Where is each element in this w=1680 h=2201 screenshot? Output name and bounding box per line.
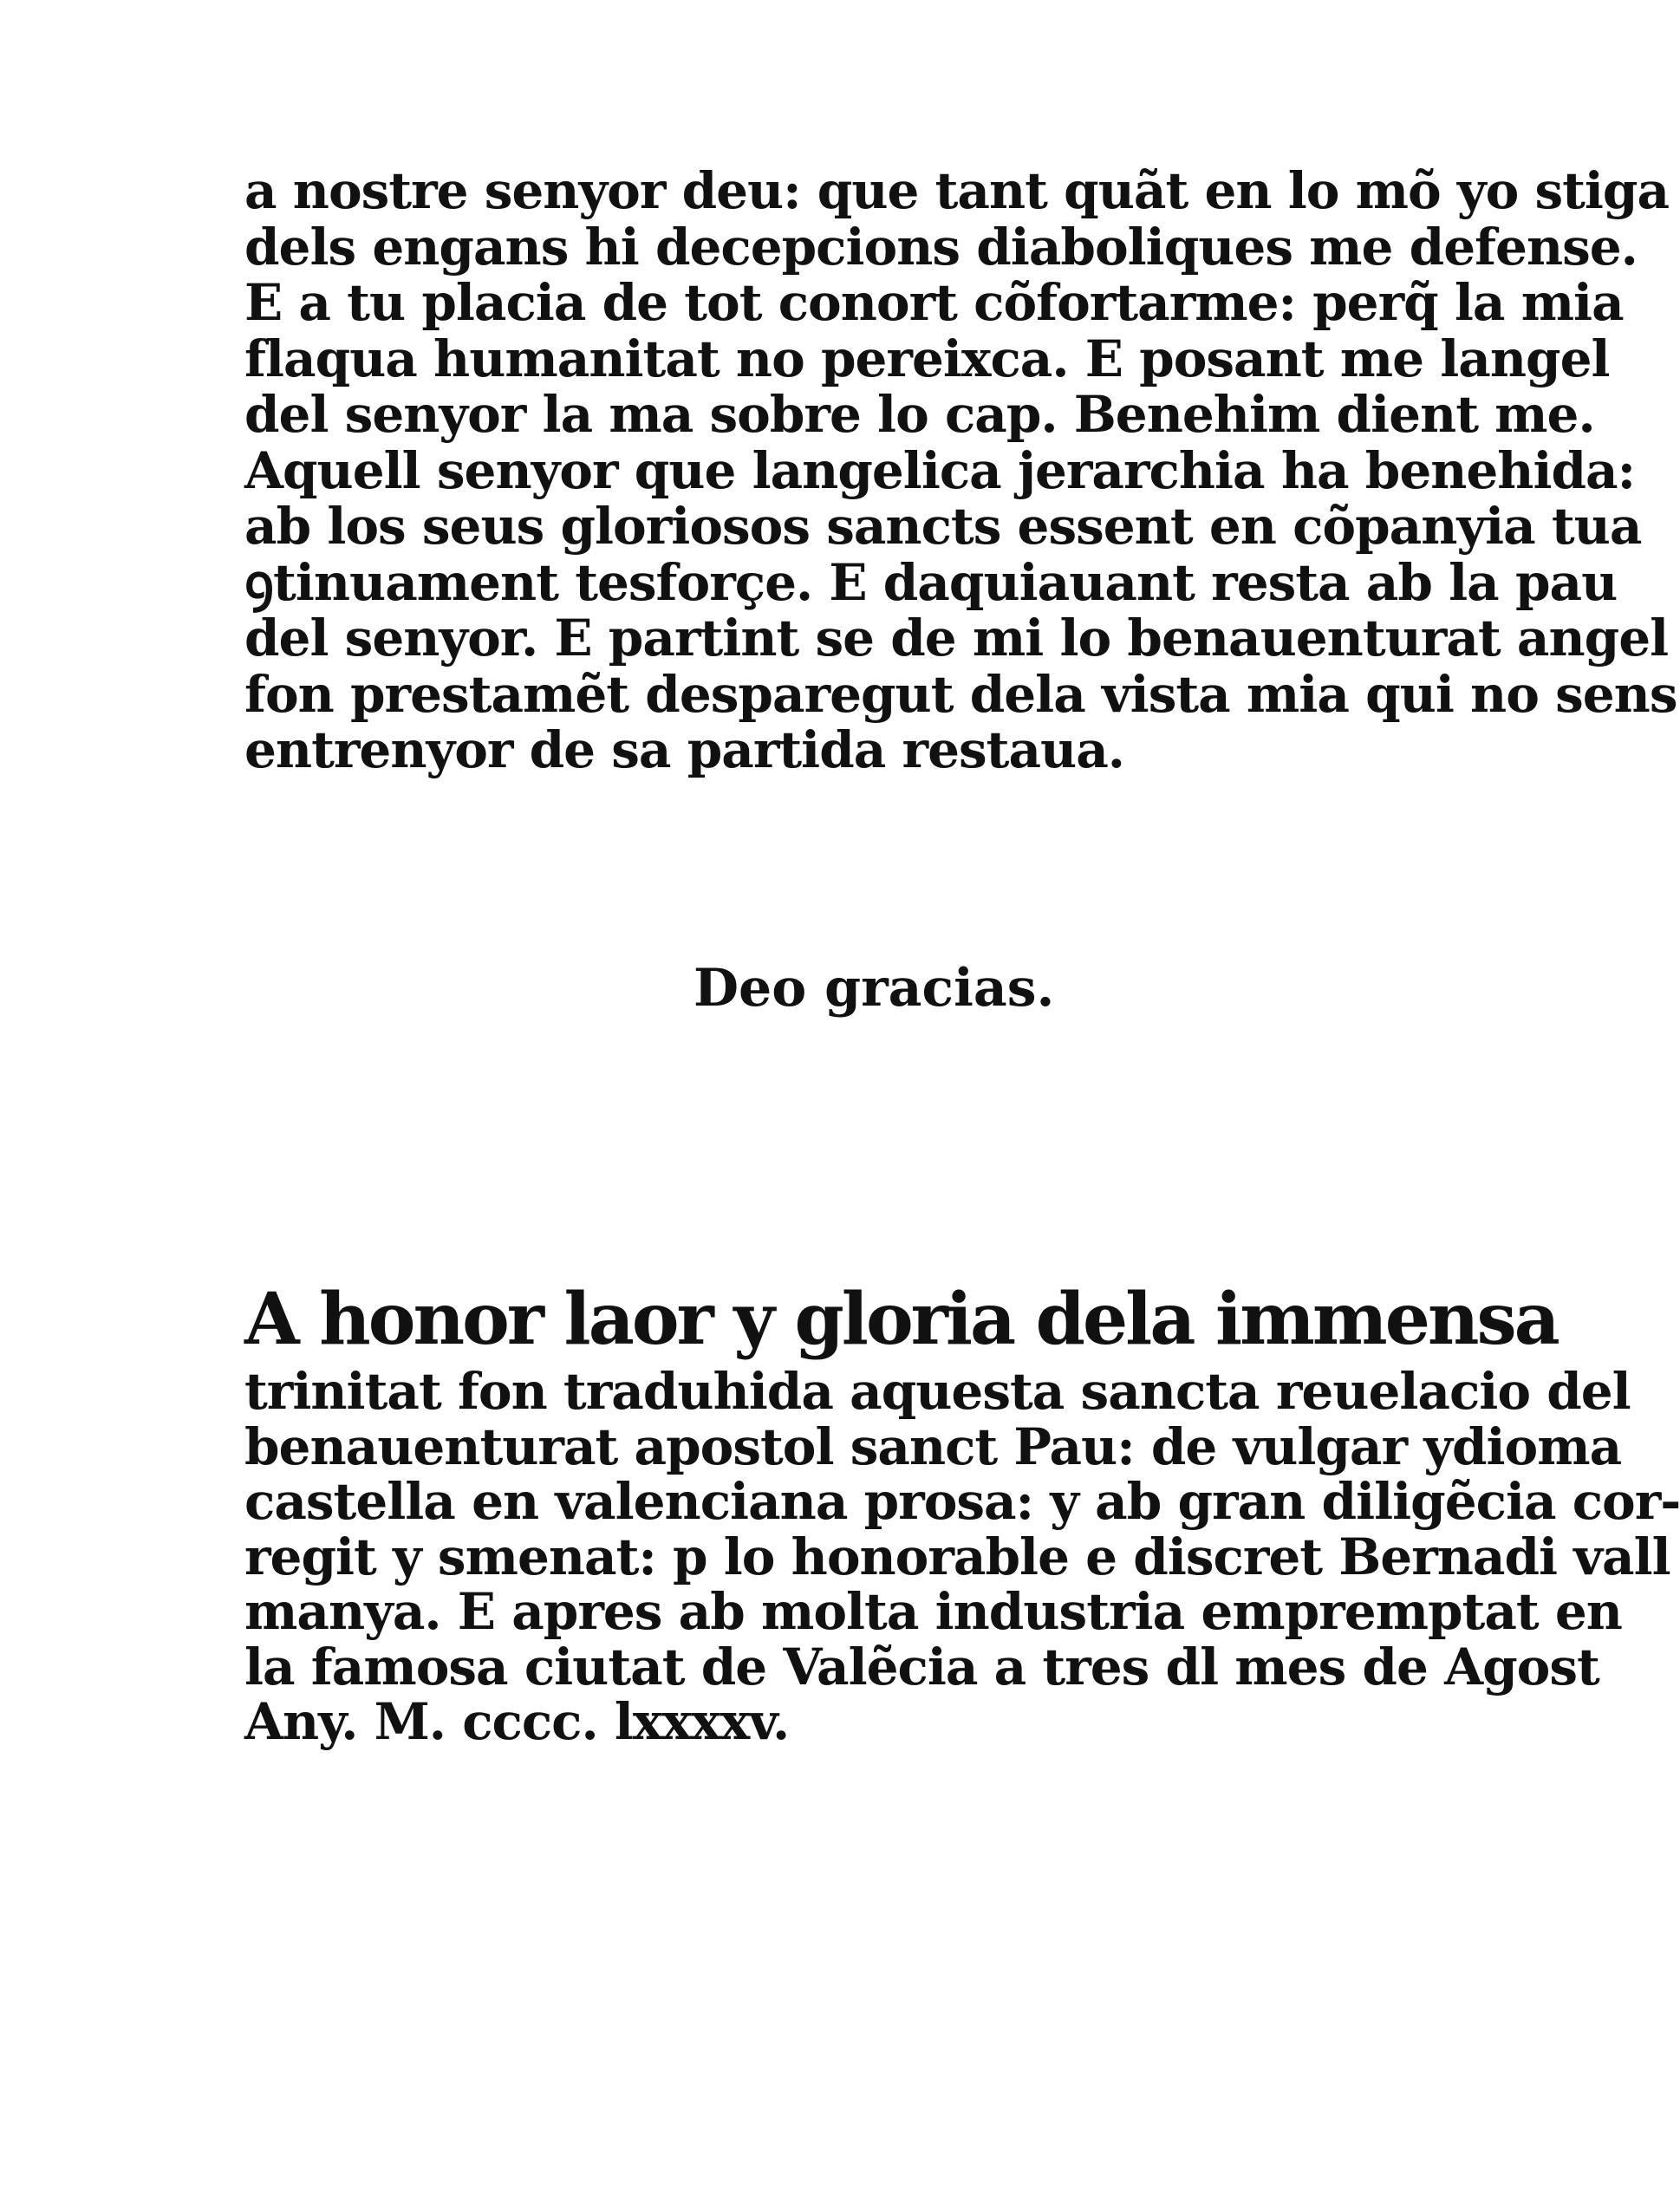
text-line: flaqua humanitat no pereixca. E posant me langel xyxy=(244,329,1610,388)
colophon-heading-line: A honor laor y gloria dela immensa xyxy=(244,1278,1558,1361)
colophon-line: manya. E apres ab molta industria empremptat en xyxy=(244,1582,1622,1641)
colophon-line: regit y smenat: p lo honorable e discret Bernadi vall xyxy=(244,1527,1670,1586)
colophon-block xyxy=(244,1274,1680,1751)
text-line: ab los seus gloriosos sancts essent en cõpanyia tua xyxy=(244,497,1642,556)
deo-gracias-line: Deo gracias. xyxy=(693,958,1055,1019)
text-line: ꝯtinuament tesforçe. E daquiauant resta ab la pau xyxy=(244,552,1618,612)
text-line: entrenyor de sa partida restaua. xyxy=(244,720,1124,779)
text-line: del senyor. E partint se de mi lo benauenturat angel xyxy=(244,609,1669,667)
colophon-date-line: Any. M. cccc. lxxxxv. xyxy=(244,1692,790,1751)
text-line: fon prestamẽt desparegut dela vista mia qui no sens xyxy=(244,664,1677,724)
text-line: Aquell senyor que langelica jerarchia ha benehida: xyxy=(244,440,1636,500)
text-line: dels engans hi decepcions diaboliques me defense. xyxy=(244,217,1638,277)
colophon-line: castella en valenciana prosa: y ab gran diligẽcia cor- xyxy=(244,1472,1680,1531)
text-line: a nostre senyor deu: que tant quãt en lo mõ yo stiga xyxy=(244,161,1670,220)
text-line: E a tu placia de tot conort cõfortarme: perq̃ la mia xyxy=(244,273,1624,332)
text-line: del senyor la ma sobre lo cap. Benehim dient me. xyxy=(244,385,1595,444)
colophon-line: benauenturat apostol sanct Pau: de vulgar ydioma xyxy=(244,1416,1622,1476)
main-text-block xyxy=(244,161,1677,779)
colophon-line: trinitat fon traduhida aquesta sancta reuelacio del xyxy=(244,1362,1631,1421)
colophon-line: la famosa ciutat de Valẽcia a tres dl mes de Agost xyxy=(244,1637,1599,1696)
